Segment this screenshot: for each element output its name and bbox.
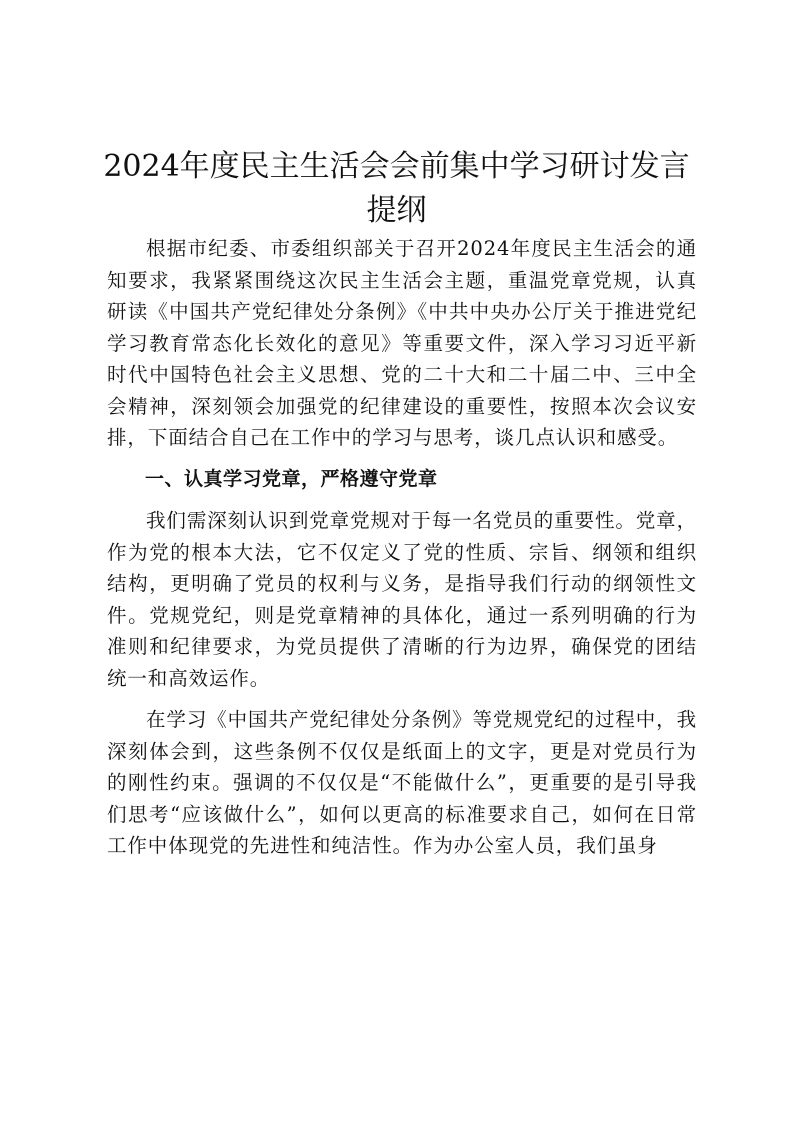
section-1-paragraph-2: 在学习《中国共产党纪律处分条例》等党规党纪的过程中，我深刻体会到，这些条例不仅仅是纸面上的文字，更是对党员行为的刚性约束。强调的不仅仅是“不能做什么”，更重要的是引导我们思考“应该做什么”，如何以更高的标准要求自己，如何在日常工作中体现党的先进性和纯洁性。作为办公室人员，我们虽身	[107, 708, 697, 857]
section-1-paragraph-1: 我们需深刻认识到党章党规对于每一名党员的重要性。党章，作为党的根本大法，它不仅定义了党的性质、宗旨、纲领和组织结构，更明确了党员的权利与义务，是指导我们行动的纲领性文件。党规党纪，则是党章精神的具体化，通过一系列明确的行为准则和纪律要求，为党员提供了清晰的行为边界，确保党的团结统一和高效运作。	[107, 509, 697, 690]
document-title	[100, 145, 693, 233]
title-line-1: 2024年度民主生活会会前集中学习研讨发言	[103, 149, 690, 184]
section-1-heading: 一、认真学习党章，严格遵守党章	[145, 467, 438, 490]
title-line-2: 提纲	[366, 193, 427, 228]
intro-paragraph: 根据市纪委、市委组织部关于召开2024年度民主生活会的通知要求，我紧紧围绕这次民主生活会主题，重温党章党规，认真研读《中国共产党纪律处分条例》《中共中央办公厅关于推进党纪学习教育常态化长效化的意见》等重要文件，深入学习习近平新时代中国特色社会主义思想、党的二十大和二十届二中、三中全会精神，深刻领会加强党的纪律建设的重要性，按照本次会议安排，下面结合自己在工作中的学习与思考，谈几点认识和感受。	[107, 237, 697, 449]
document-body	[107, 233, 697, 872]
